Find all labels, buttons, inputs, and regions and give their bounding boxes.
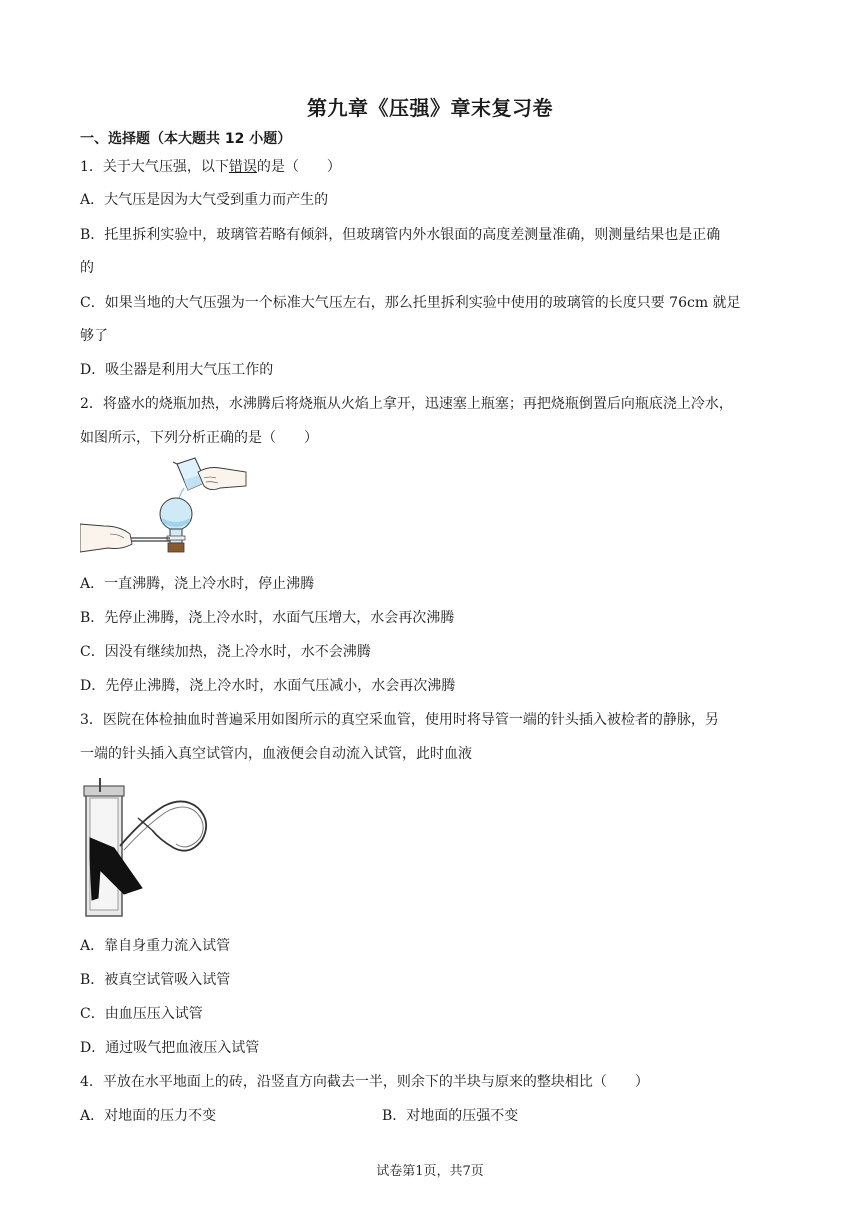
q2-option-c: C．因没有继续加热，浇上冷水时，水不会沸腾 (80, 644, 371, 660)
q1-option-b-line1: B．托里拆利实验中，玻璃管若略有倾斜，但玻璃管内外水银面的高度差测量准确，则测量结果也是正确 (80, 227, 721, 243)
q1-option-d: D．吸尘器是利用大气压工作的 (80, 362, 274, 378)
question-2-stem-line2: 如图所示，下列分析正确的是（ ） (80, 430, 318, 446)
q1-option-b-line2: 的 (80, 260, 94, 276)
q1-option-c-line1: C．如果当地的大气压强为一个标准大气压左右，那么托里拆利实验中使用的玻璃管的长度只要 76cm 就足 (80, 295, 741, 311)
q3-option-d: D．通过吸气把血液压入试管 (80, 1040, 260, 1056)
question-4-stem: 4．平放在水平地面上的砖，沿竖直方向截去一半，则余下的半块与原来的整块相比（ ） (80, 1074, 649, 1090)
question-3-stem-line2: 一端的针头插入真空试管内，血液便会自动流入试管，此时血液 (80, 746, 472, 762)
question-1-stem: 1．关于大气压强，以下错误的是（ ） (80, 159, 341, 175)
question-3-stem-line1: 3．医院在体检抽血时普遍采用如图所示的真空采血管，使用时将导管一端的针头插入被检者的静脉，另 (80, 712, 719, 728)
q4-option-a: A．对地面的压力不变 (80, 1108, 217, 1124)
q4-option-b: B．对地面的压强不变 (382, 1108, 519, 1124)
q1-option-a: A．大气压是因为大气受到重力而产生的 (80, 192, 329, 208)
vacuum-blood-tube-figure (80, 778, 220, 918)
q2-option-b: B．先停止沸腾，浇上冷水时，水面气压增大，水会再次沸腾 (80, 610, 455, 626)
question-2-stem-line1: 2．将盛水的烧瓶加热，水沸腾后将烧瓶从火焰上拿开，迅速塞上瓶塞；再把烧瓶倒置后向瓶底浇上冷水， (80, 396, 733, 412)
q3-option-a: A．靠自身重力流入试管 (80, 938, 231, 954)
holding-hand-icon (80, 524, 170, 552)
page-title: 第九章《压强》章末复习卷 (307, 96, 553, 120)
q2-option-a: A．一直沸腾，浇上冷水时，停止沸腾 (80, 576, 315, 592)
flask-cold-water-figure (80, 452, 250, 562)
section-heading: 一、选择题（本大题共 12 小题） (80, 131, 292, 147)
hand-icon (198, 468, 246, 490)
q3-option-b: B．被真空试管吸入试管 (80, 972, 231, 988)
page-footer: 试卷第1页，共7页 (376, 1164, 484, 1179)
flask-icon (160, 498, 192, 552)
q1-option-c-line2: 够了 (80, 328, 108, 344)
underlined-word: 错误 (228, 159, 257, 175)
q2-option-d: D．先停止沸腾，浇上冷水时，水面气压减小，水会再次沸腾 (80, 678, 456, 694)
q3-option-c: C．由血压压入试管 (80, 1006, 203, 1022)
